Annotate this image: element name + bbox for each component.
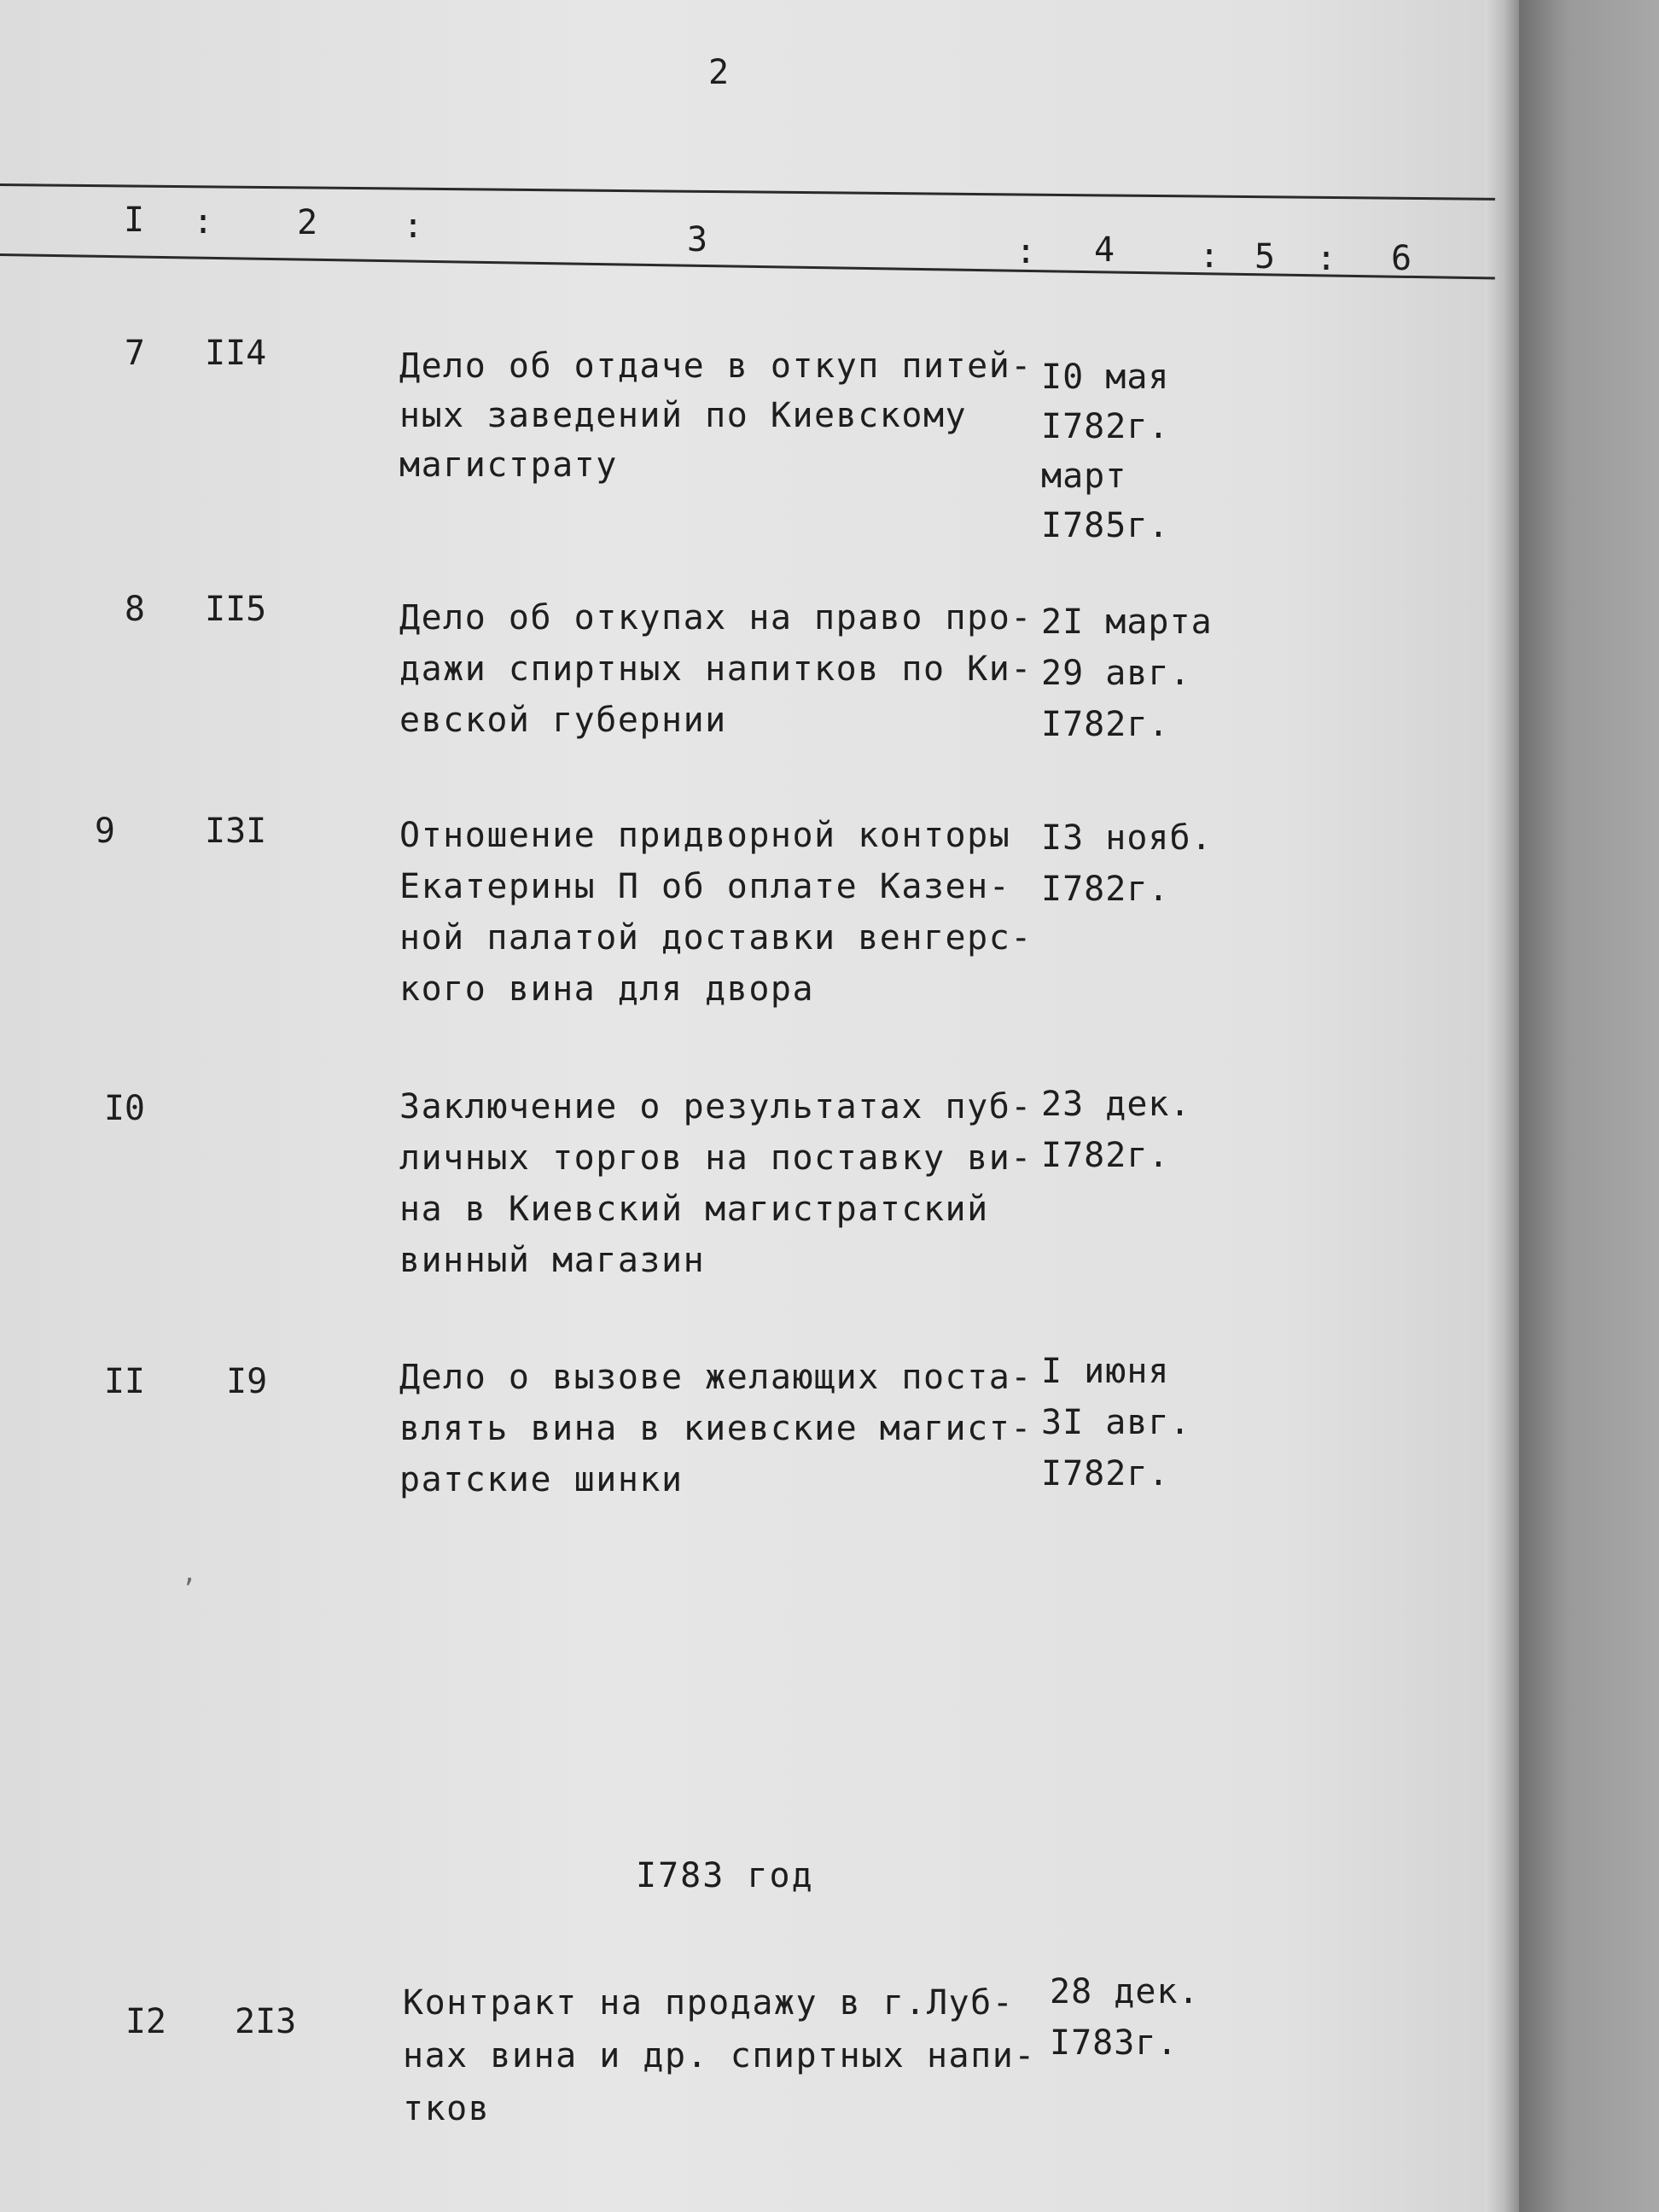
row-description-line: магистрату [399,445,618,485]
row-date-line: 28 дек. [1050,1972,1200,2011]
background-beyond-page [1519,0,1659,2212]
row-date-line: 23 дек. [1041,1085,1191,1124]
page-fold-shadow [1485,0,1519,2212]
row-date-line: I0 мая [1041,358,1170,397]
row-number: II [103,1362,145,1401]
row-date-line: I3 нояб. [1041,818,1213,858]
section-year-heading: I783 год [636,1856,814,1895]
row-description-line: нах вина и др. спиртных напи- [403,2036,1036,2075]
row-date-line: I785г. [1041,506,1170,545]
row-number: 7 [124,334,145,373]
column-separator: : [403,207,424,246]
row-description-line: дажи спиртных напитков по Ки- [399,649,1033,689]
row-description-line: влять вина в киевские магист- [399,1409,1033,1448]
row-code: I9 [226,1362,268,1401]
row-description-line: Дело о вызове желающих поста- [399,1358,1033,1397]
row-description-line: евской губернии [399,701,727,740]
column-header-4: 4 [1094,230,1115,270]
row-description-line: личных торгов на поставку ви- [399,1138,1033,1178]
row-date-line: I782г. [1041,870,1170,909]
column-header-5: 5 [1254,237,1276,276]
row-description-line: тков [403,2089,491,2128]
row-description-line: Контракт на продажу в г.Луб- [403,1983,1015,2023]
row-date-line: 2I марта [1041,602,1213,642]
row-date-line: 29 авг. [1041,654,1191,693]
row-number: I2 [125,2002,166,2041]
row-description-line: на в Киевский магистратский [399,1190,989,1229]
row-description-line: ной палатой доставки венгерс- [399,918,1033,958]
row-description-line: Екатерины П об оплате Казен- [399,867,1011,906]
stray-mark: ʼ [181,1575,197,1604]
column-header-2: 2 [297,203,318,242]
row-description-line: винный магазин [399,1241,706,1280]
column-separator: : [1199,236,1220,276]
row-description-line: Отношение придворной конторы [399,816,1011,855]
column-separator: : [1316,239,1337,278]
row-description-line: Заключение о результатах пуб- [399,1087,1033,1126]
column-header-6: 6 [1391,239,1412,278]
row-number: 8 [124,590,145,629]
row-description-line: ных заведений по Киевскому [399,396,968,435]
row-date-line: I783г. [1050,2023,1179,2063]
row-code: I3I [205,812,267,851]
column-separator: : [1016,232,1037,271]
row-date-line: I июня [1041,1352,1170,1391]
column-header-1: I [124,201,145,240]
row-description-line: ратские шинки [399,1460,684,1499]
row-date-line: I782г. [1041,1136,1170,1175]
row-description-line: кого вина для двора [399,969,815,1009]
row-date-line: март [1041,457,1127,496]
row-code: 2I3 [235,2002,297,2041]
column-separator: : [193,202,214,242]
row-date-line: 3I авг. [1041,1403,1191,1442]
column-header-3: 3 [687,220,708,259]
row-code: II5 [205,590,267,629]
row-number: I0 [103,1089,145,1128]
row-date-line: I782г. [1041,407,1170,446]
row-description-line: Дело об откупах на право про- [399,598,1033,637]
page-number: 2 [708,53,731,92]
row-code: II4 [205,334,267,373]
row-date-line: I782г. [1041,1454,1170,1493]
row-number: 9 [94,812,115,851]
row-description-line: Дело об отдаче в откуп питей- [399,346,1033,386]
row-date-line: I782г. [1041,705,1170,744]
